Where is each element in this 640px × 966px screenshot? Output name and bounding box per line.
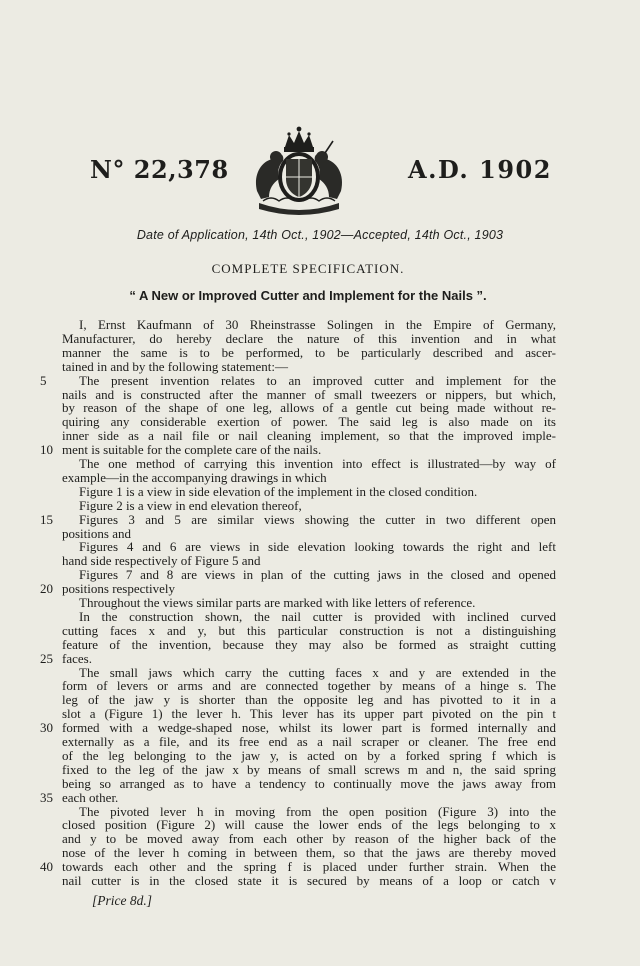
text-line: Figures 7 and 8 are views in plan of the cutting jaws in the closed and opened [79, 567, 556, 583]
text-line: fixed to the leg of the jaw x by means of small screws m and n, the said spring [62, 761, 556, 777]
line-number: 20 [40, 581, 53, 597]
text-line: formed with a wedge-shaped nose, whilst its lower part is formed internally and [62, 720, 556, 736]
text-line: In the construction shown, the nail cutter is provided with inclined curved [79, 608, 556, 624]
text-line: manner the same is to be performed, to be particularly described and ascer- [62, 344, 556, 360]
text-line: feature of the invention, because they may also be formed as straight cutting [62, 636, 556, 652]
text-line: hand side respectively of Figure 5 and [62, 553, 261, 569]
text-line: The pivoted lever h in moving from the open position (Figure 3) into the [79, 803, 556, 819]
line-number: 40 [40, 859, 53, 875]
application-dates: Date of Application, 14th Oct., 1902—Accepted, 14th Oct., 1903 [136, 228, 504, 242]
text-line: and y to be moved away from each other by reason of the higher back of the [62, 831, 556, 847]
text-line: quiring any considerable exertion of power. The said leg is also made on its [62, 414, 556, 430]
text-line: The one method of carrying this invention into effect is illustrated—by way of [79, 456, 556, 471]
text-line: faces. [62, 650, 92, 666]
text-line: being so arranged as to have a tendency to continually move the jaws away from [62, 775, 556, 791]
text-line: nail cutter is in the closed state it is secured by means of a loop or catch v [62, 873, 556, 888]
text-line: externally as a file, and its free end as a nail scraper or cleaner. The free end [62, 734, 556, 749]
text-line: ment is suitable for the complete care of the nails. [62, 442, 322, 458]
text-line: cutting faces x and y, but this particular construction is not a distinguishing [62, 622, 556, 638]
text-line: by reason of the shape of one leg, allows of a gentle cut being made without re- [62, 400, 556, 416]
line-number: 5 [40, 372, 47, 388]
specification-heading: COMPLETE SPECIFICATION. [211, 261, 405, 276]
line-number: 10 [40, 442, 53, 458]
header [0, 125, 640, 220]
text-line: Throughout the views similar parts are marked with like letters of reference. [79, 595, 476, 610]
text-line: of the leg belonging to the jaw y, is acted on by a forked spring f which is [62, 747, 556, 763]
text-line: nails and is constructed after the manner of small tweezers or nippers, but which, [62, 386, 556, 402]
line-number: 30 [40, 720, 53, 736]
line-number: 35 [40, 789, 53, 805]
text-line: nose of the lever h coming in between them, so that the jaws are thereby moved [62, 845, 556, 861]
text-line: positions and [62, 525, 131, 541]
text-line: The present invention relates to an improved cutter and implement for the [79, 372, 556, 388]
text-line: Figure 1 is a view in side elevation of the implement in the closed condition. [79, 483, 478, 499]
text-line: inner side as a nail file or nail cleaning implement, so that the improved imple- [62, 428, 556, 444]
text-line: each other. [62, 789, 119, 805]
invention-title: “ A New or Improved Cutter and Implement for the Nails ”. [129, 288, 487, 303]
text-line: tained in and by the following statement:— [62, 358, 289, 374]
text-line: slot a (Figure 1) the lever h. This lever has its upper part pivoted on the pin t [62, 706, 556, 722]
text-line: Figures 4 and 6 are views in side elevation looking towards the right and left [79, 539, 556, 555]
line-number: 25 [40, 650, 53, 666]
text-line: closed position (Figure 2) will cause the lower ends of the legs belonging to x [62, 817, 556, 833]
line-number: 15 [40, 511, 53, 527]
text-line: example—in the accompanying drawings in which [62, 469, 327, 485]
text-line: leg of the jaw y is shorter than the opposite leg and has pivotted to it in a [62, 692, 556, 708]
text-line: Figures 3 and 5 are similar views showing the cutter in two different open [79, 511, 556, 527]
text-line: towards each other and the spring f is placed under further strain. When the [62, 859, 556, 875]
text-line: positions respectively [62, 581, 176, 597]
royal-coat-of-arms-icon [243, 125, 355, 217]
text-line: form of levers or arms and are connected together by means of a hinge s. The [62, 678, 556, 694]
text-line: Figure 2 is a view in end elevation thereof, [79, 497, 302, 513]
patent-number: N° 22,378 [90, 155, 229, 184]
text-line: The small jaws which carry the cutting faces x and y are extended in the [79, 664, 556, 680]
text-line: Manufacturer, do hereby declare the nature of this invention and in what [62, 330, 556, 346]
price-label: [Price 8d.] [92, 893, 152, 908]
patent-year: A.D. 1902 [408, 155, 552, 184]
text-line: I, Ernst Kaufmann of 30 Rheinstrasse Solingen in the Empire of Germany, [79, 317, 556, 332]
